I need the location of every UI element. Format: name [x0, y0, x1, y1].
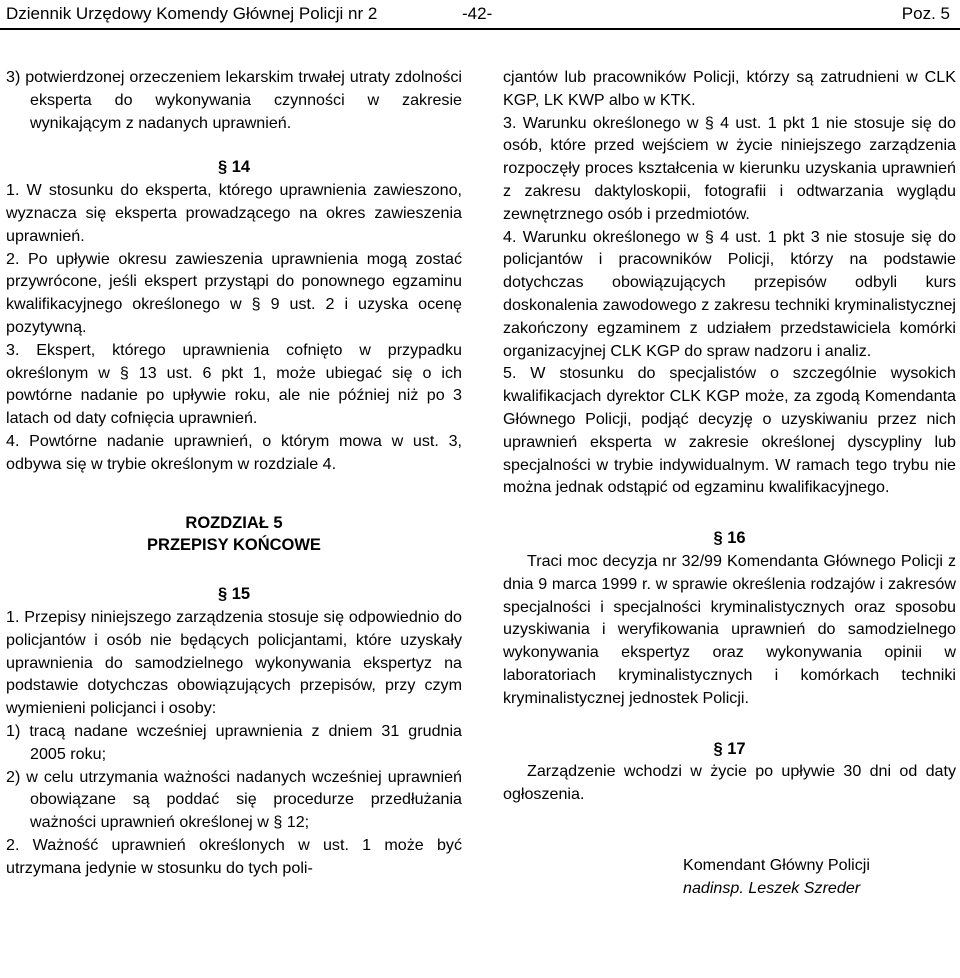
section-15-heading: § 15	[217, 585, 251, 604]
s14-par-1: 1. W stosunku do eksperta, którego uprawnienia zawieszono, wyznacza się eksperta prowadzącego na okres zawieszenia uprawnień.	[6, 181, 462, 245]
s14-par-3: 3. Ekspert, którego uprawnienia cofnięto w przypadku określonym w § 13 ust. 6 pkt 1, może ubiegać się o ich powtórne nadanie po upływie roku, ale nie później niż po 3 latach od daty cofnięcia uprawnień.	[6, 340, 462, 428]
position-number: Poz. 5	[901, 4, 950, 23]
s15-par-2: 2. Ważność uprawnień określonych w ust. 1 może być utrzymana jedynie w stosunku do tych poli-	[6, 835, 462, 877]
s14-par-2: 2. Po upływie okresu zawieszenia uprawnienia mogą zostać przywrócone, jeśli ekspert przystąpi do ponownego egzaminu kwalifikacyjnego określonego w § 9 ust. 2 i uzyska ocenę pozytywną.	[6, 249, 462, 336]
s15-par-5: 5. W stosunku do specjalistów o szczególnie wysokich kwalifikacjach dyrektor CLK KGP może, za zgodą Komendanta Głównego Policji, podjąć decyzję o uzyskiwaniu przez nich uprawnień eksperta w zakresie określonej dyscypliny lub specjalności w trybie indywidualnym. W ramach tego trybu nie można jednak odstąpić od egzaminu kwalifikacyjnego.	[503, 364, 956, 497]
page-header	[0, 0, 960, 28]
s15-par-1: 1. Przepisy niniejszego zarządzenia stosuje się odpowiednio do policjantów i osób nie będących policjantami, które uzyskały uprawnienia do samodzielnego wykonywania ekspertyz na podstawie dotychczas obowiązujących przepisów, przy czym wymienieni policjanci i osoby:	[6, 607, 462, 718]
header-rule	[0, 28, 960, 30]
right-column	[503, 66, 956, 900]
s15-par-2-continued: cjantów lub pracowników Policji, którzy są zatrudnieni w CLK KGP, LK KWP albo w KTK.	[503, 68, 956, 109]
signatory-title: Komendant Główny Policji	[683, 855, 870, 874]
chapter-number: ROZDZIAŁ 5	[185, 513, 283, 532]
s14-par-4: 4. Powtórne nadanie uprawnień, o którym mowa w ust. 3, odbywa się w trybie określonym w rozdziale 4.	[6, 431, 462, 473]
section-17-heading: § 17	[713, 739, 746, 758]
item-3: 3) potwierdzonej orzeczeniem lekarskim trwałej utraty zdolności eksperta do wykonywania czynności w zakresie wynikającym z nadanych uprawnień.	[6, 68, 462, 132]
page-number: -42-	[462, 4, 493, 23]
s16-text: Traci moc decyzja nr 32/99 Komendanta Głównego Policji z dnia 9 marca 1999 r. w sprawie określenia rodzajów i zakresów specjalności i specjalności kryminalistycznych oraz sposobu uzyskiwania i weryfikowania uprawnień do samodzielnego wykonywania ekspertyz oraz wykonywania opinii w laboratoriach kryminalistycznych i komórkach techniki kryminalistycznej jednostek Policji.	[503, 551, 956, 707]
s15-par-1-item-1: 1) tracą nadane wcześniej uprawnienia z dniem 31 grudnia 2005 roku;	[6, 721, 462, 763]
section-16-heading: § 16	[713, 529, 746, 548]
journal-title: Dziennik Urzędowy Komendy Głównej Policji nr 2	[6, 4, 378, 23]
s17-text: Zarządzenie wchodzi w życie po upływie 30 dni od daty ogłoszenia.	[503, 762, 956, 804]
s15-par-3: 3. Warunku określonego w § 4 ust. 1 pkt 1 nie stosuje się do osób, które przed wejściem w życie niniejszego zarządzenia rozpoczęły proces kształcenia w kierunku uzyskania uprawnień z zakresu daktyloskopii, fotografii i odtwarzania wyglądu zewnętrznego osób i przedmiotów.	[503, 113, 956, 223]
s15-par-1-item-2: 2) w celu utrzymania ważności nadanych wcześniej uprawnień obowiązane są poddać się procedurze przedłużania ważności uprawnień określonej w § 12;	[6, 767, 462, 832]
s15-par-4: 4. Warunku określonego w § 4 ust. 1 pkt 3 nie stosuje się do policjantów i pracowników Policji, którzy na podstawie dotychczas obowiązujących przepisów odbyli kurs doskonalenia zawodowego z zakresu techniki kryminalistycznej zakończony egzaminem z udziałem przedstawiciela komórki organizacyjnej CLK KGP do spraw nadzoru i analiz.	[503, 227, 956, 360]
left-column	[6, 66, 462, 880]
section-14-heading: § 14	[217, 158, 251, 177]
signatory-name: nadinsp. Leszek Szreder	[683, 878, 861, 897]
chapter-title: PRZEPISY KOŃCOWE	[147, 536, 321, 555]
